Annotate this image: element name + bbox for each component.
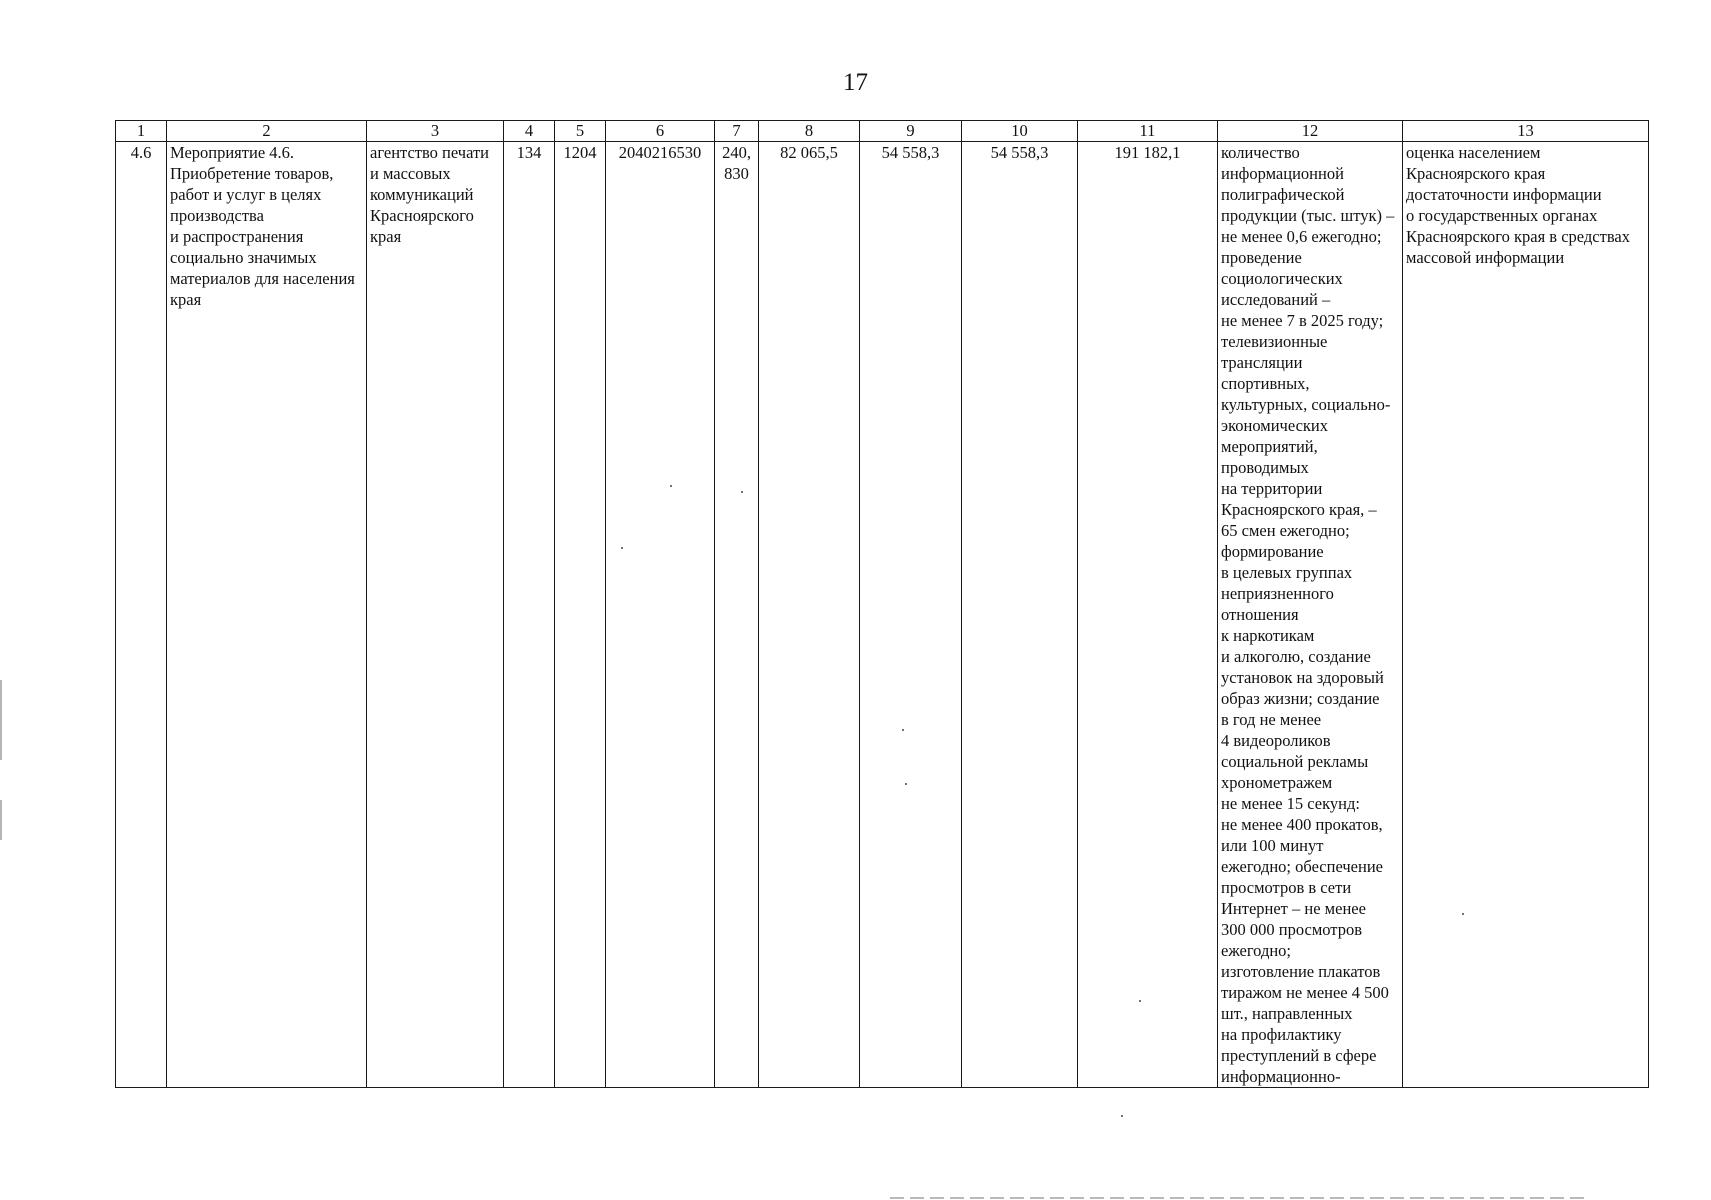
measure-name: Мероприятие 4.6. Приобретение товаров, работ и услуг в целях производства и распространения социально значимых материалов для населения края [170,143,355,309]
amount-8: 82 065,5 [780,143,838,162]
column-number-8: 8 [759,121,860,142]
scan-margin-mark [0,680,2,760]
amount-10: 54 558,3 [990,143,1049,162]
measure-number-cell [116,142,167,1088]
code-6: 2040216530 [618,143,702,162]
column-number-13: 13 [1403,121,1649,142]
scan-speck [1121,1115,1123,1117]
expected-result-cell [1218,142,1403,1088]
indicator-cell [1403,142,1649,1088]
indicator: оценка населением Красноярского края достаточности информации о государственных органах Красноярского края в средствах массовой информации [1406,143,1630,267]
table-row [116,142,1649,1088]
page-number: 17 [843,69,868,96]
expected-result: количество информационной полиграфической продукции (тыс. штук) – не менее 0,6 ежегодно; проведение социологических исследований – не менее 7 в 2025 году; телевизионные трансляции спортивных, культурных, социально- экономических мероприятий, проводимых на территории Красноярского края, – 65 смен ежегодно; формирование в целевых группах неприязненного отношения к наркотикам и алкоголю, создание установок на здоровый образ жизни; создание в год не менее 4 видеороликов социальной рекламы хронометражем не менее 15 секунд: не менее 400 прокатов, или 100 минут ежегодно; обеспечение просмотров в сети Интернет – не менее 300 000 просмотров ежегодно; изготовление плакатов тиражом не менее 4 500 шт., направленных на профилактику преступлений в сфере информационно- [1221,143,1395,1086]
measure-name-cell [167,142,367,1088]
column-number-4: 4 [504,121,555,142]
column-number-7: 7 [715,121,759,142]
amount-9-cell [860,142,962,1088]
column-number-12: 12 [1218,121,1403,142]
measure-number: 4.6 [130,143,152,162]
scan-speck [1462,913,1464,915]
scan-speck [902,729,904,731]
executor: агентство печати и массовых коммуникаций Красноярского края [370,143,490,246]
code-5-cell [555,142,606,1088]
column-number-2: 2 [167,121,367,142]
scan-speck [670,485,672,487]
column-number-10: 10 [962,121,1078,142]
scan-speck [741,491,743,493]
executor-cell [367,142,504,1088]
program-measures-table [115,120,1649,1088]
column-number-9: 9 [860,121,962,142]
scan-margin-mark [0,800,2,840]
amount-total-cell [1078,142,1218,1088]
column-number-11: 11 [1078,121,1218,142]
code-6-cell [606,142,715,1088]
code-7-cell [715,142,759,1088]
amount-total: 191 182,1 [1114,143,1181,162]
code-7: 240, 830 [722,143,751,183]
scan-speck [621,547,623,549]
scan-bottom-trace [890,1197,1590,1199]
amount-9: 54 558,3 [881,143,940,162]
code-4: 134 [516,143,542,162]
column-number-6: 6 [606,121,715,142]
amount-10-cell [962,142,1078,1088]
code-5: 1204 [563,143,597,162]
column-number-3: 3 [367,121,504,142]
code-4-cell [504,142,555,1088]
scan-speck [1139,1000,1141,1002]
column-number-row [116,121,1649,142]
column-number-1: 1 [116,121,167,142]
column-number-5: 5 [555,121,606,142]
scan-speck [905,783,907,785]
amount-8-cell [759,142,860,1088]
